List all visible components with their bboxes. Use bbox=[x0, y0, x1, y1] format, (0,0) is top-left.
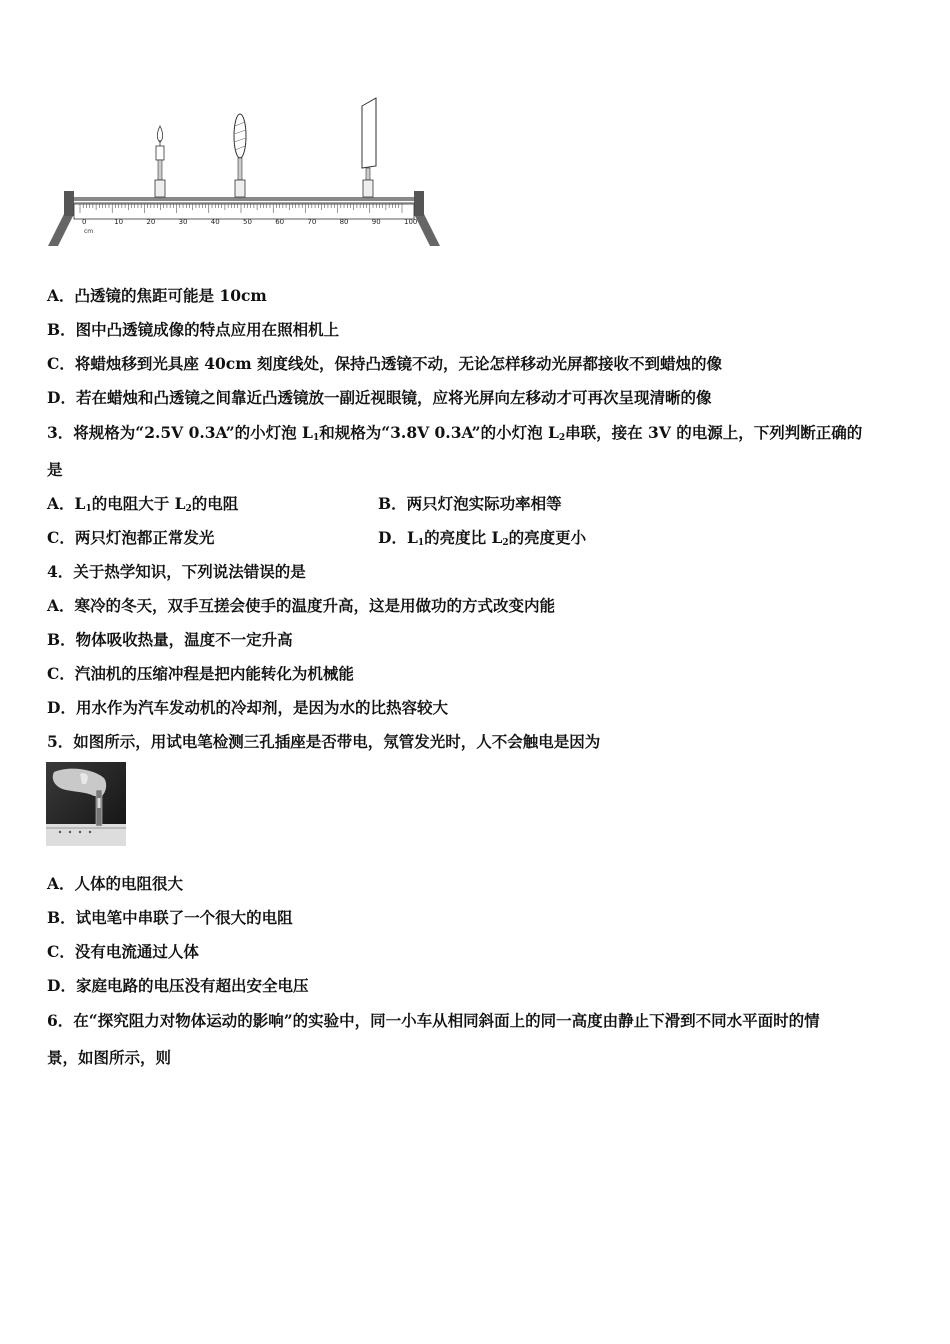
q2-option-a: A．凸透镜的焦距可能是 10cm bbox=[47, 286, 267, 305]
q3-stem-cont: 是 bbox=[47, 460, 63, 479]
ruler-label: 70 bbox=[307, 218, 317, 226]
q4-option-b: B．物体吸收热量，温度不一定升高 bbox=[47, 630, 293, 649]
optical-bench-figure bbox=[44, 96, 444, 252]
ruler-label: 0 bbox=[82, 218, 87, 226]
q5-option-c: C．没有电流通过人体 bbox=[47, 942, 199, 961]
q3-option-b: B．两只灯泡实际功率相等 bbox=[378, 494, 562, 513]
q5-stem: 5．如图所示，用试电笔检测三孔插座是否带电，氖管发光时，人不会触电是因为 bbox=[47, 732, 601, 751]
ruler-label: 20 bbox=[146, 218, 156, 226]
q2-option-b: B．图中凸透镜成像的特点应用在照相机上 bbox=[47, 320, 340, 339]
q4-option-a: A．寒冷的冬天，双手互搓会使手的温度升高，这是用做功的方式改变内能 bbox=[47, 596, 556, 615]
q6-stem: 6．在“探究阻力对物体运动的影响”的实验中，同一小车从相同斜面上的同一高度由静止下滑到不同水平面时的情 bbox=[47, 1011, 820, 1030]
q2-option-c: C．将蜡烛移到光具座 40cm 刻度线处，保持凸透镜不动，无论怎样移动光屏都接收不到蜡烛的像 bbox=[47, 354, 723, 373]
q3-stem: 3．将规格为“2.5V 0.3A”的小灯泡 $L_1$和规格为“3.8V 0.3A”的小灯泡 $L_2$串联，接在 3V 的电源上，下列判断正确的 bbox=[47, 423, 863, 443]
q4-option-d: D．用水作为汽车发动机的冷却剂，是因为水的比热容较大 bbox=[47, 698, 448, 717]
q2-option-d: D．若在蜡烛和凸透镜之间靠近凸透镜放一副近视眼镜，应将光屏向左移动才可再次呈现清晰的像 bbox=[47, 388, 712, 407]
q4-option-c: C．汽油机的压缩冲程是把内能转化为机械能 bbox=[47, 664, 354, 683]
ruler-label: 60 bbox=[275, 218, 285, 226]
q4-stem: 4．关于热学知识，下列说法错误的是 bbox=[47, 562, 306, 581]
q3-option-d: D．$L_1$的亮度比 $L_2$的亮度更小 bbox=[378, 528, 587, 548]
candle bbox=[155, 126, 165, 197]
ruler-label: 100 bbox=[404, 218, 418, 226]
q5-option-d: D．家庭电路的电压没有超出安全电压 bbox=[47, 976, 309, 995]
ruler-label: 40 bbox=[210, 218, 220, 226]
convex-lens bbox=[234, 114, 246, 197]
light-screen bbox=[362, 98, 376, 197]
q5-option-a: A．人体的电阻很大 bbox=[47, 874, 184, 893]
ruler-label: 10 bbox=[114, 218, 124, 226]
q6-stem-cont: 景，如图所示，则 bbox=[47, 1048, 172, 1067]
ruler-label: 80 bbox=[339, 218, 349, 226]
q5-option-b: B．试电笔中串联了一个很大的电阻 bbox=[47, 908, 293, 927]
ruler-label: 50 bbox=[243, 218, 252, 226]
q3-option-a: A．$L_1$的电阻大于 $L_2$的电阻 bbox=[47, 494, 239, 514]
ruler-unit: cm bbox=[84, 228, 94, 235]
test-pen-photo bbox=[46, 762, 126, 846]
ruler-label: 90 bbox=[371, 218, 381, 226]
ruler-label: 30 bbox=[178, 218, 188, 226]
q3-option-c: C．两只灯泡都正常发光 bbox=[47, 528, 215, 547]
